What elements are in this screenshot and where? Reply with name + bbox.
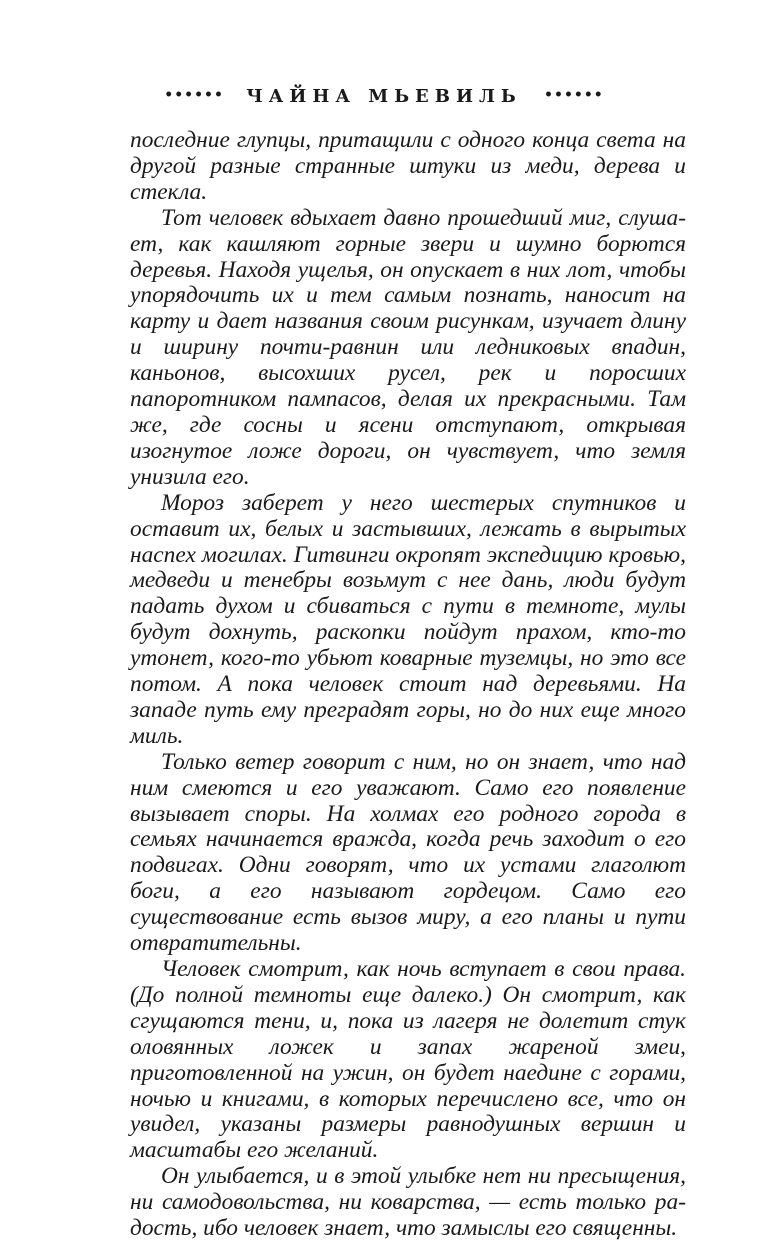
paragraph-3: Мороз заберет у него шестерых спутников и оставит их, белых и застывших, лежать в вырытых наспех могилах. Гитвинги окропят экспедицию кровью, медведи и тенебры возьмут с нее дань, люди будут падать духом и сбиваться с пути в темноте, мулы будут дохнуть, раскопки пойдут прахом, кто-то утонет, кого-то убьют коварные туземцы, но это все потом. А пока человек стоит над деревьями. На западе путь ему преградят горы, но до них еще много миль.	[130, 489, 686, 749]
paragraph-2: Тот человек вдыхает давно прошедший миг, слушает, как кашляют горные звери и шумно борются деревья. Находя ущелья, он опускает в них лот, чтобы упорядочить их и тем самым познать, наносит на карту и дает названия своим рисункам, изучает длину и ширину почти-равнин или ледниковых впадин, каньонов, высохших русел, рек и поросших папоротником пампасов, делая их прекрасными. Там же, где сосны и ясени отступают, открывая изогнутое ложе дороги, он чувствует, что земля унизила его.	[130, 204, 686, 490]
body-text	[130, 128, 686, 1242]
paragraph-6: Он улыбается, и в этой улыбке нет ни пресыщения, ни самодовольства, ни коварства, — есть только радость, ибо человек знает, что замыслы его священны.	[130, 1163, 686, 1242]
left-ornament: ••••••	[164, 87, 224, 103]
paragraph-5: Человек смотрит, как ночь вступает в свои права. (До полной темноты еще далеко.) Он смотрит, как сгущаются тени, и, пока из лагеря не долетит стук оловянных ложек и запах жареной змеи, приготовленной на ужин, он будет наедине с горами, ночью и книгами, в которых перечислено все, что он увидел, указаны размеры равнодушных вершин и масштабы его желаний.	[130, 956, 686, 1164]
author-name: ЧАЙНА МЬЕВИЛЬ	[246, 86, 522, 107]
running-head	[0, 84, 768, 108]
right-ornament: ••••••	[544, 87, 604, 103]
paragraph-1: последние глупцы, притащили с одного конца света на другой разные странные штуки из меди, дерева и стекла.	[130, 127, 686, 205]
paragraph-4: Только ветер говорит с ним, но он знает, что над ним смеются и его уважают. Само его появление вызывает споры. На холмах его родного города в семьях начинается вражда, когда речь заходит о его подвигах. Одни говорят, что их устами глаголют боги, а его называют гордецом. Само его существование есть вызов миру, а его планы и пути отвратительны.	[130, 748, 686, 957]
